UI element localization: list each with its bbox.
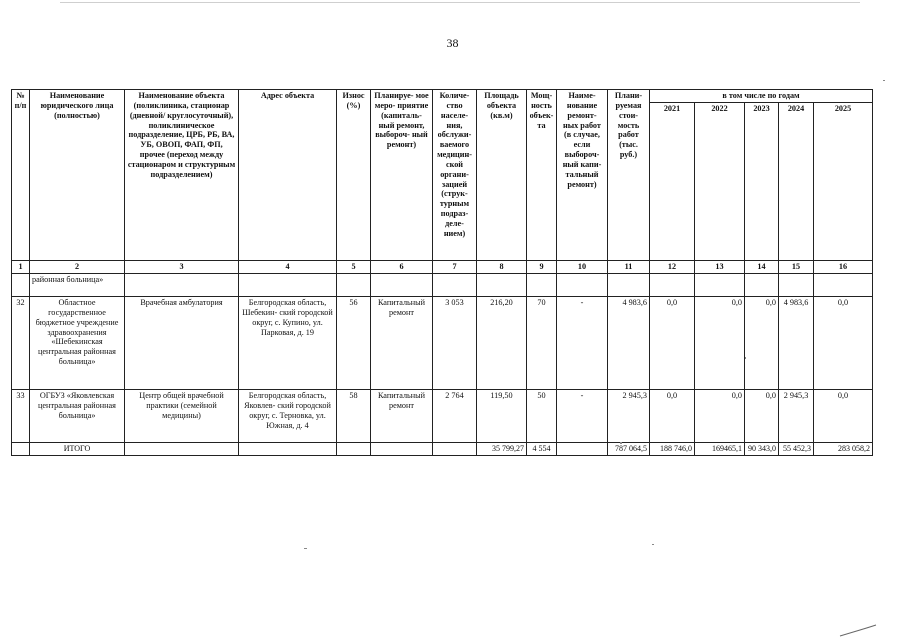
continuation-text: районная больница»: [30, 274, 125, 297]
row-planned-measure: Капитальный ремонт: [371, 297, 433, 390]
row-repair-name: -: [557, 390, 608, 443]
scan-speck: [652, 544, 654, 545]
total-cost: 787 064,5: [608, 443, 650, 456]
header-population: Количе- ство населе- ния, обслужи- ваемого медицин- ской органи- зацией (струк- турным подраз- деле- нием): [433, 90, 477, 261]
row-year-2021: 0,0: [650, 297, 695, 390]
row-capacity: 50: [527, 390, 557, 443]
row-address: Белгородская область, Шебекин- ский городской округ, с. Купино, ул. Парковая, д. 19: [239, 297, 337, 390]
header-year: 2021: [650, 103, 695, 261]
table-row: [12, 390, 873, 443]
total-row: [12, 443, 873, 456]
column-number: 6: [371, 261, 433, 274]
row-area: 216,20: [477, 297, 527, 390]
column-number: 9: [527, 261, 557, 274]
column-number: 4: [239, 261, 337, 274]
header-no: № п/п: [12, 90, 30, 261]
header-years-group: в том числе по годам: [650, 90, 873, 103]
row-no: 32: [12, 297, 30, 390]
total-capacity: 4 554: [527, 443, 557, 456]
scan-speck: [745, 357, 746, 359]
row-year-2021: 0,0: [650, 390, 695, 443]
continuation-row: [12, 274, 873, 297]
scan-speck: [304, 548, 307, 549]
row-planned-measure: Капитальный ремонт: [371, 390, 433, 443]
scan-pen-mark: [838, 624, 878, 638]
scan-speck: [620, 442, 622, 444]
column-number: 2: [30, 261, 125, 274]
header-address: Адрес объекта: [239, 90, 337, 261]
total-year-2021: 188 746,0: [650, 443, 695, 456]
column-number: 3: [125, 261, 239, 274]
header-year: 2024: [779, 103, 814, 261]
header-object-name: Наименование объекта (поликлиника, стационар (дневной/ круглосуточный), поликлиническое подразделение, ЦРБ, РБ, ВА, УБ, ОВОП, ФАП, ФП, прочее (переход между стационаром и структурным подразделением): [125, 90, 239, 261]
row-wear: 56: [337, 297, 371, 390]
total-area: 35 799,27: [477, 443, 527, 456]
scan-top-edge: [60, 2, 860, 3]
total-year-2023: 90 343,0: [745, 443, 779, 456]
row-capacity: 70: [527, 297, 557, 390]
row-year-2023: 0,0: [745, 390, 779, 443]
column-number: 11: [608, 261, 650, 274]
header-area: Площадь объекта (кв.м): [477, 90, 527, 261]
header-year: 2023: [745, 103, 779, 261]
column-numbers-row: [12, 261, 873, 274]
header-year: 2022: [695, 103, 745, 261]
page-number: 38: [446, 36, 459, 50]
row-wear: 58: [337, 390, 371, 443]
header-capacity: Мощ- ность объек- та: [527, 90, 557, 261]
row-object-name: Врачебная амбулатория: [125, 297, 239, 390]
row-repair-name: -: [557, 297, 608, 390]
capital-repair-table: [11, 89, 873, 456]
table-row: [12, 297, 873, 390]
row-year-2024: 2 945,3: [779, 390, 814, 443]
row-year-2024: 4 983,6: [779, 297, 814, 390]
header-year: 2025: [814, 103, 873, 261]
column-number: 13: [695, 261, 745, 274]
row-year-2022: 0,0: [695, 390, 745, 443]
column-number: 15: [779, 261, 814, 274]
row-year-2025: 0,0: [814, 297, 873, 390]
header-repair-name: Наиме- нование ремонт- ных работ (в случае, если выбороч- ный капи- тальный ремонт): [557, 90, 608, 261]
row-address: Белгородская область, Яковлев- ский городской округ, с. Терновка, ул. Южная, д. 4: [239, 390, 337, 443]
row-year-2022: 0,0: [695, 297, 745, 390]
header-cost: Плани- руемая стои- мость работ (тыс. руб.): [608, 90, 650, 261]
row-legal-name: Областное государственное бюджетное учреждение здравоохранения «Шебекинская центральная районная больница»: [30, 297, 125, 390]
total-year-2025: 283 058,2: [814, 443, 873, 456]
header-wear: Износ (%): [337, 90, 371, 261]
column-number: 7: [433, 261, 477, 274]
row-cost: 4 983,6: [608, 297, 650, 390]
row-population: 3 053: [433, 297, 477, 390]
column-number: 12: [650, 261, 695, 274]
total-year-2022: 169465,1: [695, 443, 745, 456]
row-object-name: Центр общей врачебной практики (семейной медицины): [125, 390, 239, 443]
column-number: 1: [12, 261, 30, 274]
header-planned-measure: Планируе- мое меро- приятие (капиталь- ный ремонт, выбороч- ный ремонт): [371, 90, 433, 261]
row-year-2023: 0,0: [745, 297, 779, 390]
row-population: 2 764: [433, 390, 477, 443]
column-number: 10: [557, 261, 608, 274]
row-no: 33: [12, 390, 30, 443]
column-number: 5: [337, 261, 371, 274]
row-year-2025: 0,0: [814, 390, 873, 443]
row-legal-name: ОГБУЗ «Яковлевская центральная районная больница»: [30, 390, 125, 443]
header-row: [12, 90, 873, 103]
total-label: ИТОГО: [30, 443, 125, 456]
header-legal-name: Наименование юридического лица (полностью): [30, 90, 125, 261]
column-number: 16: [814, 261, 873, 274]
column-number: 14: [745, 261, 779, 274]
row-area: 119,50: [477, 390, 527, 443]
column-number: 8: [477, 261, 527, 274]
scan-speck: [883, 80, 885, 81]
row-cost: 2 945,3: [608, 390, 650, 443]
total-year-2024: 55 452,3: [779, 443, 814, 456]
